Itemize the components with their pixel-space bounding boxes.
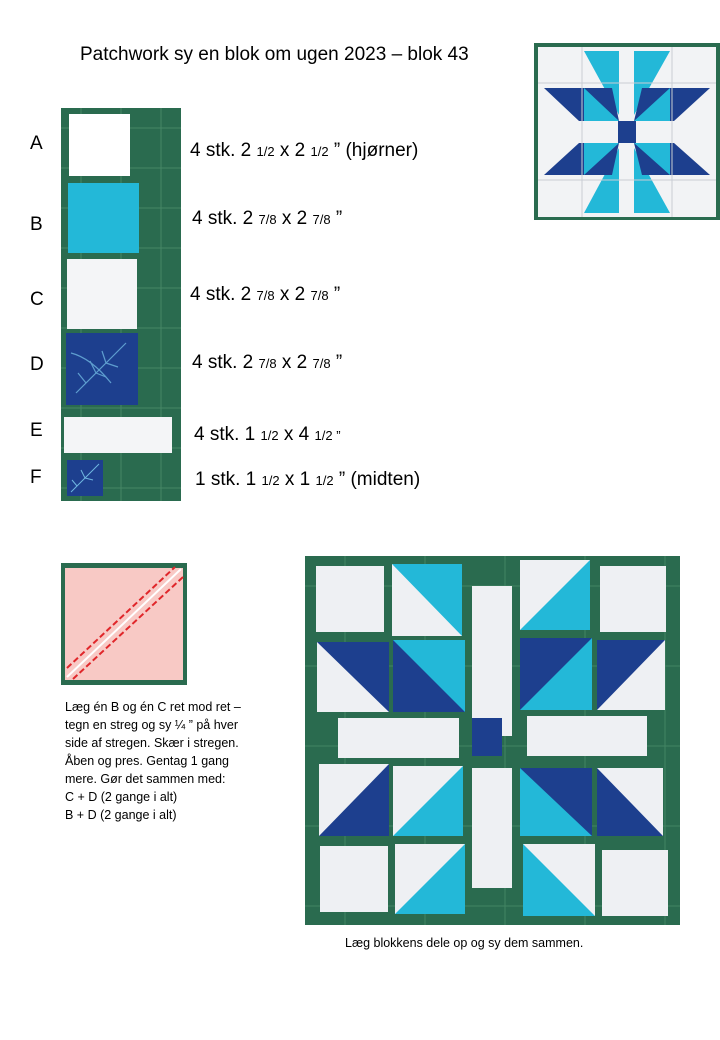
letter-b: B	[30, 214, 43, 235]
hst-diagram	[61, 563, 187, 685]
letter-f: F	[30, 467, 42, 488]
swatch-photo	[61, 108, 181, 501]
hst-diagram-photo	[61, 563, 187, 685]
swatch-e	[64, 417, 172, 453]
spec-e: 4 stk. 1 1/2 x 4 1/2 ”	[194, 424, 341, 445]
swatch-c	[67, 259, 137, 329]
letter-a: A	[30, 133, 43, 154]
instruction-line: C + D (2 gange i alt)	[65, 790, 178, 804]
letter-e: E	[30, 420, 43, 441]
instruction-line: side af stregen. Skær i stregen.	[65, 736, 239, 750]
instruction-line: mere. Gør det sammen med:	[65, 772, 226, 786]
spec-f: 1 stk. 1 1/2 x 1 1/2 ” (midten)	[195, 469, 421, 490]
swatch-b	[68, 183, 139, 253]
instructions	[65, 698, 305, 824]
leaf-print-small	[67, 460, 103, 496]
swatch-d	[66, 333, 138, 405]
instruction-line: Åben og pres. Gentag 1 gang	[65, 754, 230, 768]
swatch-f	[67, 460, 103, 496]
instruction-line: Læg én B og én C ret mod ret –	[65, 700, 241, 714]
spec-d: 4 stk. 2 7/8 x 2 7/8 ”	[192, 352, 343, 373]
swatch-a	[69, 114, 130, 176]
spec-c: 4 stk. 2 7/8 x 2 7/8 ”	[190, 284, 341, 305]
instruction-line: tegn en streg og sy ¼ ” på hver	[65, 718, 239, 732]
instruction-line: B + D (2 gange i alt)	[65, 808, 177, 822]
spec-b: 4 stk. 2 7/8 x 2 7/8 ”	[192, 208, 343, 229]
leaf-print	[66, 333, 138, 405]
layout-caption: Læg blokkens dele op og sy dem sammen.	[345, 936, 584, 950]
layout-image	[305, 556, 680, 925]
finished-block-photo	[534, 43, 720, 220]
spec-a: 4 stk. 2 1/2 x 2 1/2 ” (hjørner)	[190, 140, 419, 161]
layout-photo	[305, 556, 680, 925]
finished-block-image	[534, 43, 720, 220]
letter-d: D	[30, 354, 44, 375]
page-title: Patchwork sy en blok om ugen 2023 – blok 43	[80, 44, 469, 65]
letter-c: C	[30, 289, 44, 310]
